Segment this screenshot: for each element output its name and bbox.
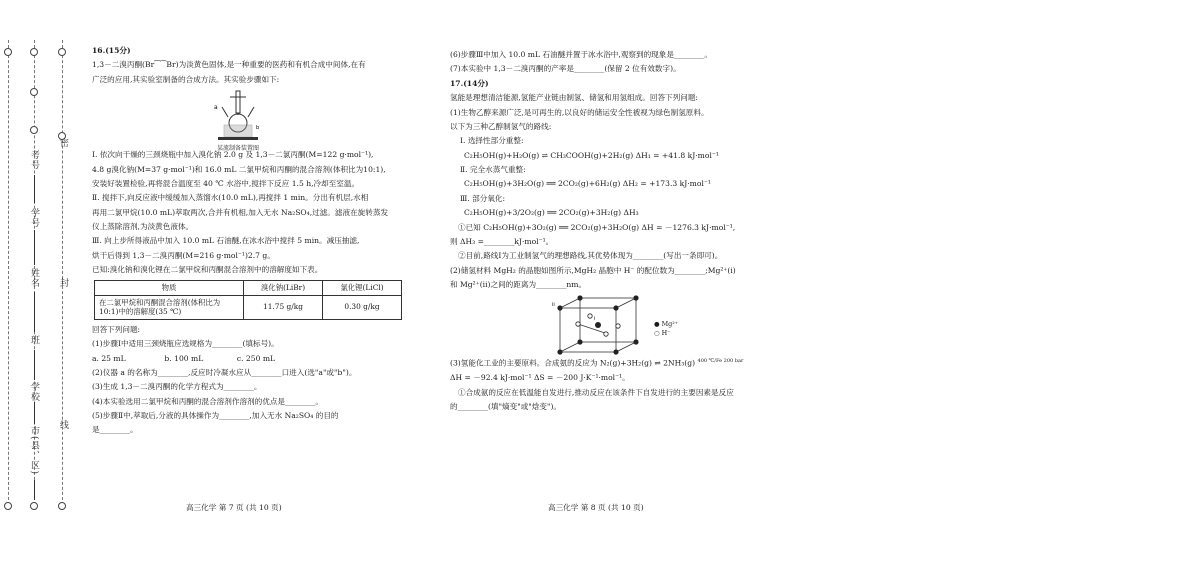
step-line: 4.8 g溴化钠(M=37 g·mol⁻¹)和 16.0 mL 二氯甲烷和丙酮的混合溶剂(体积比为10:1), (92, 164, 386, 174)
question-17-heading: 17.(14分) (450, 78, 489, 88)
step-line: Ⅰ. 依次向干燥的三颈烧瓶中加入溴化钠 2.0 g 及 1,3－二氯丙酮(M=122 g·mol⁻¹), (92, 150, 374, 160)
intro-line: 以下为三种乙醇制氢气的路线: (450, 121, 552, 131)
intro-line: 氢能是理想清洁能源,氢能产业链由制氢、储氢和用氢组成。回答下列问题: (450, 93, 698, 103)
table-cell: 0.30 g/kg (323, 295, 402, 319)
route-title: Ⅱ. 完全水蒸气重整: (460, 165, 526, 174)
punch-hole (58, 48, 66, 56)
option-a: a. 25 mL (92, 353, 126, 363)
punch-hole (4, 48, 12, 56)
label-school: 学校 (29, 382, 39, 402)
label-class: 班 (29, 335, 39, 345)
table-header: 溴化钠(LiBr) (244, 280, 323, 295)
binding-strip (0, 40, 92, 510)
label-name: 姓名 (29, 268, 39, 288)
question-line: ΔH = －92.4 kJ·mol⁻¹ ΔS = －200 J·K⁻¹·mol⁻¹。 (450, 373, 630, 383)
right-page-footer: 高三化学 第 8 页 (共 10 页) (548, 503, 644, 512)
flask-apparatus-icon (212, 89, 264, 141)
table-header: 物质 (95, 280, 244, 295)
equation: C₂H₅OH(g)+3H₂O(g) ══ 2CO₂(g)+6H₂(g) ΔH₂ = +173.3 kJ·mol⁻¹ (464, 179, 711, 189)
label-exam-number: 考号 (29, 150, 39, 170)
table-cell: 11.75 g/kg (244, 295, 323, 319)
question-line: (6)步骤Ⅲ中加入 10.0 mL 石油醚并置于冰水浴中,观察到的现象是________。 (450, 50, 712, 59)
svg-text:b: b (256, 125, 260, 132)
fill-line (34, 175, 35, 203)
cut-line-outer (8, 40, 9, 510)
step-line: 仪上蒸除溶剂,为淡黄色液体。 (92, 222, 194, 231)
intro-line: 广泛的应用,其实验室制备的合成方法。其实验步骤如下: (92, 74, 280, 84)
step-line: 再用二氯甲烷(10.0 mL)萃取两次,合并有机相,加入无水 Na₂SO₄,过滤。滤液在旋转蒸发 (92, 207, 389, 217)
crystal-legend (654, 320, 678, 338)
punch-hole (4, 502, 12, 510)
step-line: Ⅱ. 搅拌下,向反应液中缓缓加入蒸馏水(10.0 mL),再搅拌 1 min。分出有机层,水相 (92, 193, 369, 203)
question-line: 和 Mg²⁺(ii)之间的距离为________nm。 (450, 280, 587, 289)
intro-line: (1)生物乙醇来源广泛,是可再生的,以良好的储运安全性被视为绿色制氢原料。 (450, 107, 709, 117)
question-line: (7)本实验中 1,3－二溴丙酮的产率是________(保留 2 位有效数字)。 (450, 64, 681, 74)
question-line: 的________(填"熵变"或"焓变")。 (450, 402, 562, 412)
step-line: 烘干后得到 1,3－二溴丙酮(M=216 g·mol⁻¹)2.7 g。 (92, 250, 275, 260)
question-line: (4)本实验选用二氯甲烷和丙酮的混合溶剂作溶剂的优点是________。 (92, 396, 323, 406)
punch-hole (58, 502, 66, 510)
legend-h: ○ H⁻ (654, 329, 671, 338)
punch-hole (30, 126, 38, 134)
svg-text:ii: ii (552, 302, 555, 309)
label-city: 市(县、区) (29, 426, 39, 476)
punch-hole (30, 502, 38, 510)
label-student-number: 学号 (29, 208, 39, 228)
legend-mg: ● Mg²⁺ (654, 320, 679, 329)
svg-text:i: i (594, 316, 596, 323)
svg-text:a: a (214, 104, 218, 112)
cut-line-inner (62, 40, 63, 510)
seal-mark: 线 (58, 420, 68, 430)
right-page (450, 50, 780, 416)
step-line: Ⅲ. 向上步所得液品中加入 10.0 mL 石油醚,在冰水浴中搅拌 5 min。减压抽滤, (92, 236, 360, 246)
fill-line (34, 480, 35, 500)
punch-hole (30, 48, 38, 56)
question-line: (1)步骤Ⅰ中适用三颈烧瓶应选规格为________(填标号)。 (92, 339, 279, 349)
option-b: b. 100 mL (164, 353, 204, 363)
option-c: c. 250 mL (236, 353, 276, 363)
question-line: ①已知 C₂H₅OH(g)+3O₂(g) ══ 2CO₂(g)+3H₂O(g) ΔH = －1276.3 kJ·mol⁻¹, (458, 222, 736, 232)
fill-line (34, 292, 35, 332)
table-row-label: 在二氯甲烷和丙酮混合溶剂(体积比为 10:1)中的溶解度(35 ℃) (95, 295, 244, 319)
table-intro: 已知:溴化钠和溴化锂在二氯甲烷和丙酮混合溶剂中的溶解度如下表。 (92, 265, 323, 275)
left-page (92, 46, 410, 440)
seal-mark: 封 (58, 278, 68, 288)
answer-prompt: 回答下列问题: (92, 324, 141, 334)
intro-line: 1,3－二溴丙酮(Br⁀⁀Br)为淡黄色固体,是一种重要的医药和有机合成中间体,在有 (92, 60, 366, 70)
question-line: ②目前,路线Ⅰ为工业制氢气的理想路线,其优势体现为________(写出一条即可)。 (458, 251, 723, 261)
crystal-structure-figure (550, 294, 680, 356)
unit-cell-diagram (550, 294, 650, 356)
equation: C₂H₅OH(g)+H₂O(g) ⇌ CH₃COOH(g)+2H₂(g) ΔH₁ = +41.8 kJ·mol⁻¹ (464, 150, 719, 160)
route-title: Ⅲ. 部分氧化: (460, 193, 506, 203)
left-page-footer: 高三化学 第 7 页 (共 10 页) (186, 503, 282, 512)
solubility-table (94, 280, 402, 320)
question-line: 则 ΔH₃ =________kJ·mol⁻¹。 (450, 236, 554, 246)
question-line: (3)氢能化工业的主要原料。合成氨的反应为 N₂(g)+3H₂(g) ⇌ 2NH₃(g) $^{400 ℃/Fe 200 bar}$ (450, 358, 744, 368)
route-title: Ⅰ. 选择性部分重整: (460, 136, 524, 146)
equation: C₂H₅OH(g)+3/2O₂(g) ══ 2CO₂(g)+3H₂(g) ΔH₃ (464, 208, 639, 218)
apparatus-figure (212, 89, 264, 152)
reaction-condition: 400 ℃/Fe 200 bar (697, 358, 744, 365)
question-16-heading: 16.(15分) (92, 46, 131, 55)
options-row (92, 354, 410, 365)
question-line: (3)生成 1,3－二溴丙酮的化学方程式为________。 (92, 382, 262, 392)
question-line: ①合成氨的反应在低温能自发进行,推动反应在该条件下自发进行的主要因素是反应 (458, 387, 734, 397)
question-line: (2)仪器 a 的名称为________,反应时冷凝水应从________口进入(选"a"或"b")。 (92, 367, 357, 377)
question-line: (2)储氢材料 MgH₂ 的晶胞如图所示,MgH₂ 晶胞中 H⁻ 的配位数为________;Mg²⁺(i) (450, 265, 736, 275)
seal-mark: 密 (58, 138, 68, 148)
question-line: 是________。 (92, 425, 138, 435)
question-line: (5)步骤Ⅱ中,萃取后,分液的具体操作为________,加入无水 Na₂SO₄ 的目的 (92, 411, 339, 421)
punch-hole (30, 88, 38, 96)
table-header: 氯化锂(LiCl) (323, 280, 402, 295)
fill-line (34, 402, 35, 424)
fill-line (34, 230, 35, 265)
step-line: 安装好装置检验,再将混合温度至 40 ℃ 水浴中,搅拌下反应 1.5 h,冷却至室温。 (92, 178, 360, 188)
apparatus-caption: 某流制备装置图 (216, 144, 259, 152)
fill-line (34, 350, 35, 380)
